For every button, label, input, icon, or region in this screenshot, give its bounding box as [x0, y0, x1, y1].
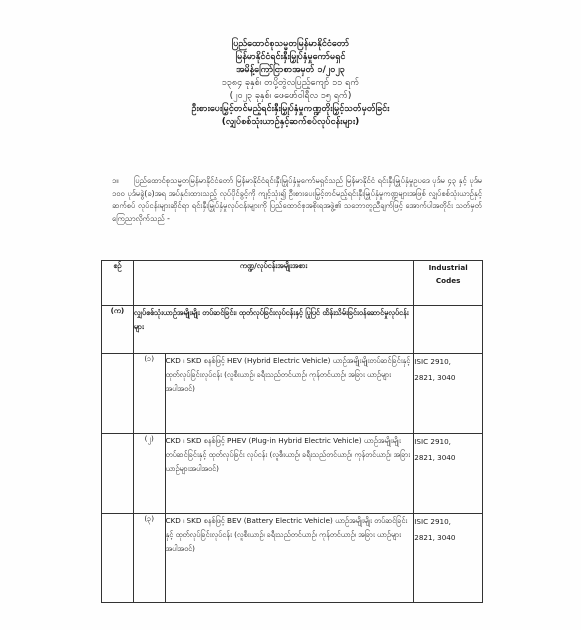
section-row [102, 306, 483, 354]
paragraph-number: ၁။ [112, 176, 119, 185]
row-number: (၁) [133, 354, 165, 434]
row-description: CKD ၊ SKD စနစ်ဖြင့် PHEV (Plug-in Hybrid Electric Vehicle) ယာဉ်အမျိုးမျိုး တပ်ဆင်ခြင်းနှင့် ထုတ်လုပ်ခြင်း လုပ်ငန်း (လူစီးယာဉ်၊ ခရီးသည်တင်ယာဉ်၊ ကုန်တင်ယာဉ်၊ အခြားယာဉ်များအပါအဝင်) [165, 434, 414, 514]
section-title: လျှပ်စစ်သုံးယာဉ်အမျိုးမျိုး တပ်ဆင်ခြင်း၊ ထုတ်လုပ်ခြင်းလုပ်ငန်းနှင့် ပြုပြင် ထိန်းသိမ်းခြင်းဝန်ဆောင်မှုလုပ်ငန်းများ [133, 306, 413, 354]
header-line-4: ၁၃၈၄ ခုနှစ်၊ တပို့တွဲလပြည့်ကျော် ၁၁ ရက် [221, 78, 360, 88]
section-number: (က) [102, 306, 134, 354]
row-code: ISIC 2910, 2821, 3040 [414, 514, 483, 603]
header-line-3: အမိန့်ကြော်ငြာစာအမှတ် ၁/၂၀၂၃ [236, 65, 345, 75]
row-description: CKD ၊ SKD စနစ်ဖြင့် BEV (Battery Electric Vehicle) ယာဉ်အမျိုးမျိုး တပ်ဆင်ခြင်းနှင့် ထုတ်လုပ်ခြင်းလုပ်ငန်း (လူစီးယာဉ်၊ ခရီးသည်တင်ယာဉ်၊ ကုန်တင်ယာဉ်၊ အခြား ယာဉ်များ အပါအဝင်) [165, 514, 414, 603]
paragraph-text: ပြည်ထောင်စုသမ္မတမြန်မာနိုင်ငံတော် မြန်မာနိုင်ငံရင်းနှီးမြှုပ်နှံမှုကော်မရှင်သည် မြန်မာနိုင်ငံ ရင်းနှီးမြှုပ်နှံမှုဥပဒေ ပုဒ်မ ၄၃ နှင့် ပုဒ်မ ၁၀၀ ပုဒ်မခွဲ(ခ)အရ အပ်နှင်းထားသည့် လုပ်ပိုင်ခွင့်ကို ကျင့်သုံး၍ ဦးစားပေးမြှင့်တင်မည့်ရင်းနှီးမြှုပ်နှံမှုကဏ္ဍများအဖြစ် လျှပ်စစ်သုံးယာဉ်နှင့် ဆက်စပ် လုပ်ငန်းများဆိုင်ရာ ရင်းနှီးမြှုပ်နှံမှုလုပ်ငန်းများကို ပြည်ထောင်စုအစိုးရအဖွဲ့၏ သဘောတူညီချက်ဖြင့် အောက်ပါအတိုင်း သတ်မှတ်ကြေညာလိုက်သည် - [112, 176, 482, 223]
section-code-cell [414, 306, 483, 354]
table-row [102, 514, 483, 603]
table-header-row [102, 261, 483, 306]
header-industrial-codes: Industrial Codes [414, 261, 483, 306]
header-serial: စဉ် [102, 261, 134, 306]
row-code: ISIC 2910, 2821, 3040 [414, 354, 483, 434]
row-code: ISIC 2910, 2821, 3040 [414, 434, 483, 514]
row-number: (၂) [133, 434, 165, 514]
table-row [102, 434, 483, 514]
row-description: CKD ၊ SKD စနစ်ဖြင့် HEV (Hybrid Electric Vehicle) ယာဉ်အမျိုးမျိုးတပ်ဆင်ခြင်းနှင့် ထုတ်လုပ်ခြင်းလုပ်ငန်း (လူစီးယာဉ်၊ ခရီးသည်တင်ယာဉ်၊ ကုန်တင်ယာဉ်၊ အခြား ယာဉ်များအပါအဝင်) [165, 354, 414, 434]
header-line-5: (၂၀၂၃ ခုနှစ်၊ ဖေဖော်ဝါရီလ ၁၅ ရက်) [229, 91, 352, 101]
industry-codes-table [101, 260, 483, 603]
header-line-7: (လျှပ်စစ်သုံးယာဉ်နှင့်ဆက်စပ်လုပ်ငန်းများ) [221, 117, 360, 127]
empty-cell [102, 434, 134, 514]
header-line-6: ဦးစားပေးမြှင့်တင်မည့်ရင်းနှီးမြှုပ်နှံမှုကဏ္ဍတိုးမြှင့်သတ်မှတ်ခြင်း [191, 104, 390, 114]
table-row [102, 354, 483, 434]
header-line-1: ပြည်ထောင်စုသမ္မတမြန်မာနိုင်ငံတော် [231, 39, 350, 49]
row-number: (၃) [133, 514, 165, 603]
empty-cell [102, 514, 134, 603]
header-description: ကဏ္ဍ/လုပ်ငန်းအမျိုးအစား [133, 261, 413, 306]
document-header [0, 38, 581, 129]
header-line-2: မြန်မာနိုင်ငံရင်းနှီးမြှုပ်နှံမှုကော်မရှင် [235, 52, 346, 62]
empty-cell [102, 354, 134, 434]
intro-paragraph [112, 175, 482, 225]
